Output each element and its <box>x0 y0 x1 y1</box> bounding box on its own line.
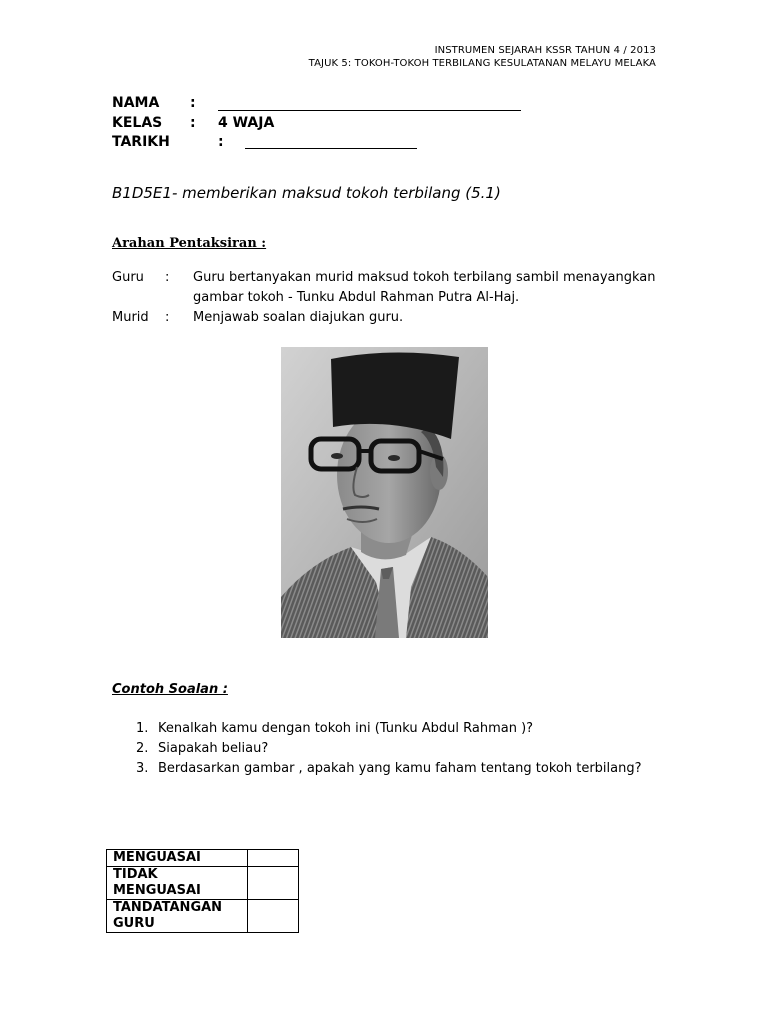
table-row <box>107 900 299 933</box>
menguasai-checkbox-cell[interactable] <box>248 850 299 867</box>
question-text: Berdasarkan gambar , apakah yang kamu faham tentang tokoh terbilang? <box>158 761 642 776</box>
assessment-table <box>106 849 299 933</box>
nama-colon: : <box>190 95 196 111</box>
question-number: 1. <box>136 721 149 736</box>
guru-role: Guru <box>112 270 144 285</box>
kelas-colon: : <box>190 115 196 131</box>
tidak-menguasai-label: TIDAK MENGUASAI <box>107 867 248 900</box>
header-line-1: INSTRUMEN SEJARAH KSSR TAHUN 4 / 2013 <box>434 45 656 56</box>
question-text: Kenalkah kamu dengan tokoh ini (Tunku Abdul Rahman )? <box>158 721 534 736</box>
table-row <box>107 850 299 867</box>
tarikh-underline[interactable] <box>245 148 417 149</box>
tarikh-label: TARIKH <box>112 134 170 150</box>
kelas-value: 4 WAJA <box>218 115 275 131</box>
question-item <box>136 760 642 780</box>
tandatangan-guru-label: TANDATANGAN GURU <box>107 900 248 933</box>
portrait-photo <box>281 347 488 638</box>
murid-colon: : <box>165 310 170 325</box>
tarikh-colon: : <box>218 134 224 150</box>
guru-text-line-1: Guru bertanyakan murid maksud tokoh terbilang sambil menayangkan <box>193 270 656 285</box>
kelas-label: KELAS <box>112 115 163 131</box>
murid-text: Menjawab soalan diajukan guru. <box>193 310 404 325</box>
nama-label: NAMA <box>112 95 160 111</box>
question-number: 2. <box>136 741 149 756</box>
portrait-illustration <box>281 347 488 638</box>
tidak-menguasai-checkbox-cell[interactable] <box>248 867 299 900</box>
guru-colon: : <box>165 270 170 285</box>
contoh-soalan-title: Contoh Soalan : <box>112 682 228 697</box>
question-number: 3. <box>136 761 149 776</box>
question-text: Siapakah beliau? <box>158 741 269 756</box>
murid-role: Murid <box>112 310 149 325</box>
arahan-title: Arahan Pentaksiran : <box>112 236 267 251</box>
question-item <box>136 740 642 760</box>
menguasai-label: MENGUASAI <box>107 850 248 867</box>
header-line-2: TAJUK 5: TOKOH-TOKOH TERBILANG KESULATANAN MELAYU MELAKA <box>308 58 656 69</box>
table-row <box>107 867 299 900</box>
tandatangan-guru-cell[interactable] <box>248 900 299 933</box>
guru-text-line-2: gambar tokoh - Tunku Abdul Rahman Putra Al-Haj. <box>193 290 520 305</box>
nama-underline[interactable] <box>218 110 521 111</box>
question-list <box>136 720 642 780</box>
question-item <box>136 720 642 740</box>
learning-objective: B1D5E1- memberikan maksud tokoh terbilang (5.1) <box>112 184 501 202</box>
